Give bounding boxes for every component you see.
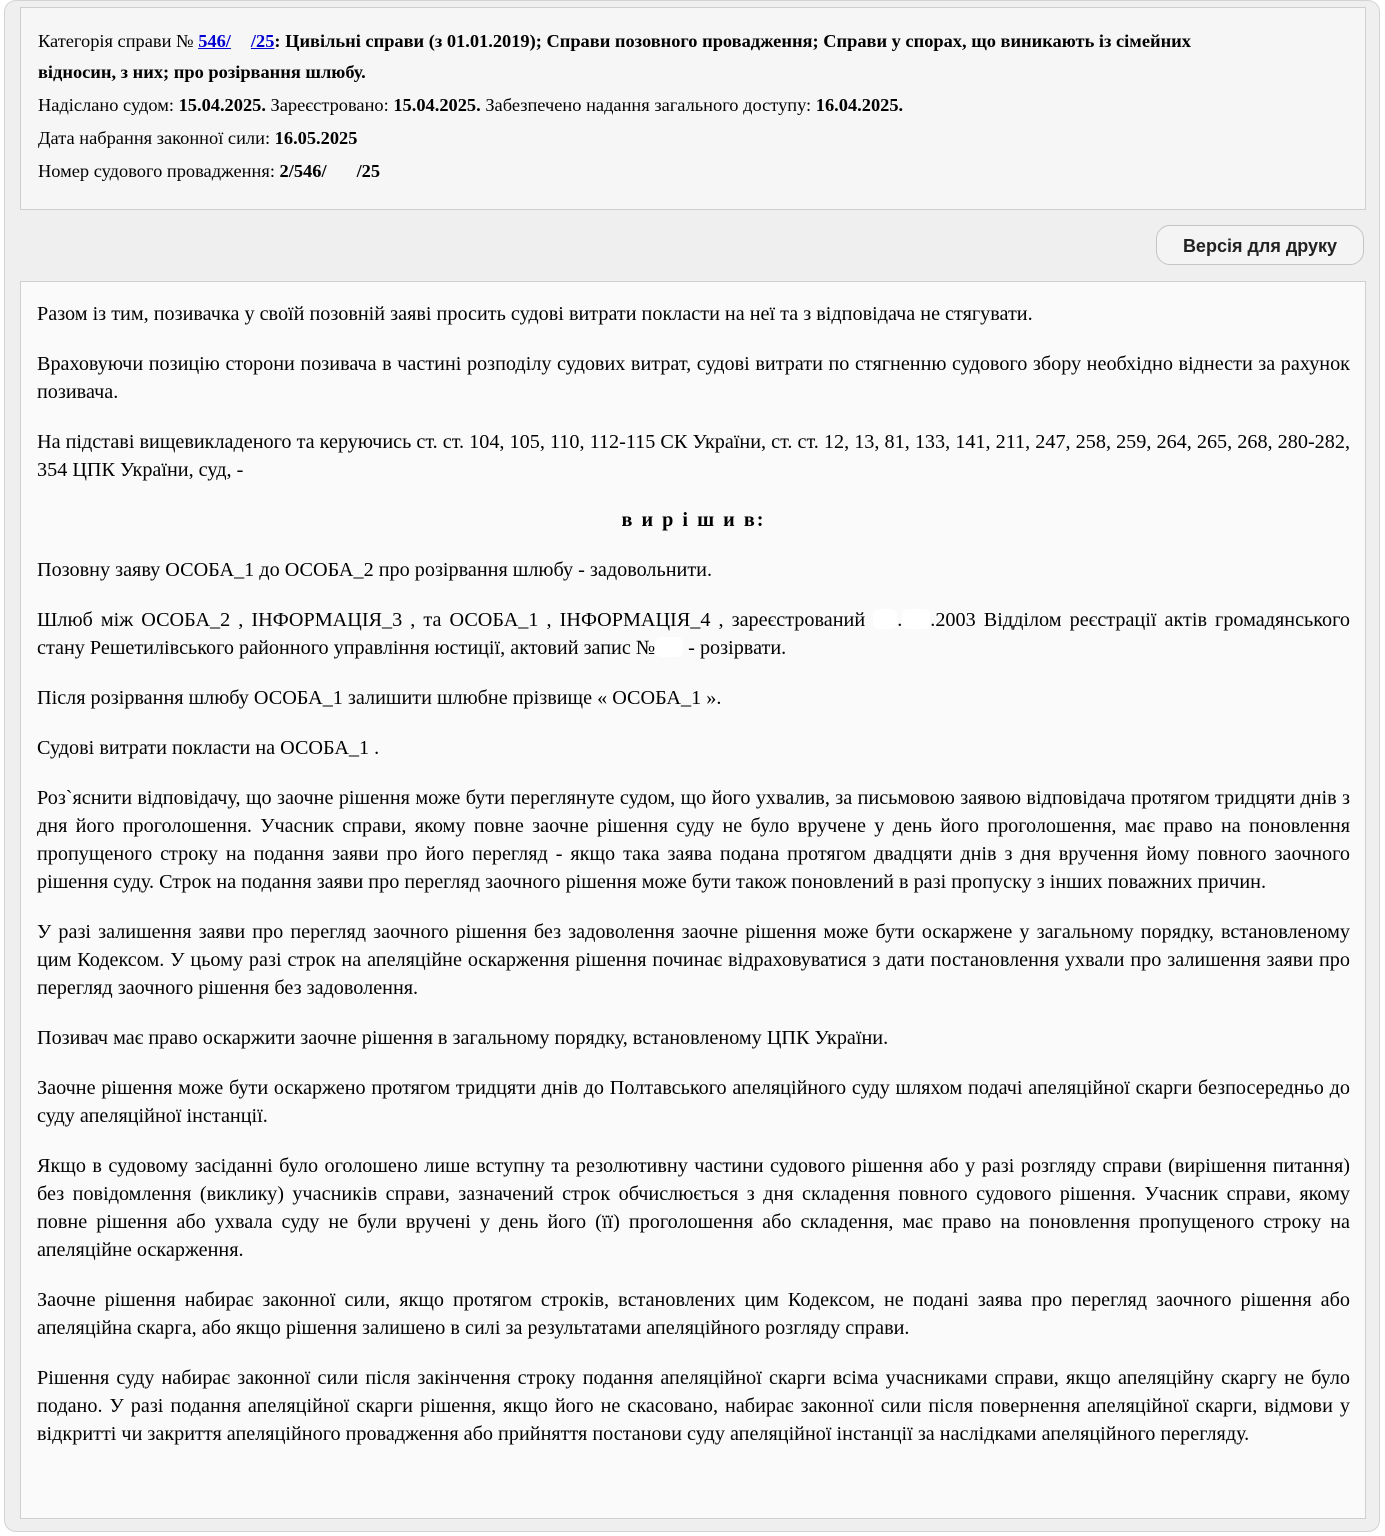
registered-date: 15.04.2025. [393,95,481,115]
paragraph-surname: Після розірвання шлюбу ОСОБА_1 залишити шлюбне прізвище « ОСОБА_1 ». [37,687,722,709]
paragraph-costs-request: Разом із тим, позивачка у своїй позовній заяві просить судові витрати покласти на неї та з відповідача не стягувати. [37,303,1033,325]
sent-label: Надіслано судом: [38,95,174,115]
paragraph-legal-basis: На підставі вищевикладеного та керуючись ст. ст. 104, 105, 110, 112-115 СК України, ст. ст. 12, 13, 81, 133, 141, 211, 247, 258, 259, 264, 265, 268, 280-282, 354 ЦПК України, суд, - [37,431,1350,481]
print-version-button[interactable]: Версія для друку [1156,225,1364,265]
paragraph-review-dismissal: У разі залишення заяви про перегляд заочного рішення без задоволення заочне рішення може бути оскаржене у загальному порядку, встановленому цим Кодексом. У цьому разі строк на апеляційне оскарження рішення починає відраховуватися з дати постановлення ухвали про залишення заяви про перегляд заочного рішення без задоволення. [37,921,1350,999]
sent-date: 15.04.2025. [178,95,266,115]
access-date: 16.04.2025. [815,95,904,115]
paragraph-marriage-dissolved: Шлюб між ОСОБА_2 , ІНФОРМАЦІЯ_3 , та ОСОБА_1 , ІНФОРМАЦІЯ_4 , зареєстрований . .2003 Відділом реєстрації актів громадянського стану Решетилівського районного управління юстиції, актовий запис № - розірвати. [37,609,1350,659]
proceeding-number-line [38,156,1365,187]
dates-line [38,90,1365,121]
effective-date: 16.05.2025 [274,128,358,148]
decision-heading: в и р і ш и в: [621,509,766,531]
paragraph-costs-allocation: Враховуючи позицію сторони позивача в частині розподілу судових витрат, судові витрати по стягненню судового збору необхідно віднести за рахунок позивача. [37,353,1350,403]
case-category-line [38,26,1365,57]
paragraph-judgment-effect: Рішення суду набирає законної сили після закінчення строку подання апеляційної скарги всіма учасниками справи, якщо апеляційну скаргу не було подано. У разі подання апеляційної скарги рішення, якщо його не скасовано, набирає законної сили після повернення апеляційної скарги, відмови у відкритті чи закриття апеляційного провадження або прийняття постанови суду апеляційної інстанції за наслідками апеляційного перегляду. [37,1367,1350,1445]
case-number-link[interactable]: 546/ /25 [198,31,275,51]
decision-text-panel [20,281,1366,1519]
paragraph-default-judgment-effect: Заочне рішення набирає законної сили, якщо протягом строків, встановлених цим Кодексом, не подані заява про перегляд заочного рішення або апеляційна скарга, або якщо рішення залишено в силі за результатами апеляційного розгляду справи. [37,1289,1350,1339]
paragraph-appeal-court: Заочне рішення може бути оскаржено протягом тридцяти днів до Полтавського апеляційного суду шляхом подачі апеляційної скарги безпосередньо до суду апеляційної інстанції. [37,1077,1350,1127]
paragraph-plaintiff-appeal: Позивач має право оскаржити заочне рішення в загальному порядку, встановленому ЦПК України. [37,1027,889,1049]
case-metadata-panel [20,7,1366,210]
category-text-cont: відносин, з них; про розірвання шлюбу. [38,62,366,82]
category-text: : Цивільні справи (з 01.01.2019); Справи позовного провадження; Справи у спорах, що виникають із сімейних [274,31,1191,51]
document-page [4,0,1380,1532]
access-label: Забезпечено надання загального доступу: [485,95,812,115]
proceeding-number: 2/546/ /25 [279,161,381,181]
paragraph-court-costs: Судові витрати покласти на ОСОБА_1 . [37,737,380,759]
paragraph-claim-granted: Позовну заяву ОСОБА_1 до ОСОБА_2 про розірвання шлюбу - задовольнити. [37,559,712,581]
paragraph-review-explanation: Роз`яснити відповідачу, що заочне рішення може бути переглянуте судом, що його ухвалив, за письмовою заявою відповідача протягом тридцяти днів з дня його проголошення. Учасник справи, якому повне заочне рішення суду не було вручене у день його проголошення, має право на поновлення пропущеного строку на подання заяви про його перегляд - якщо така заява подана протягом двадцяти днів з дня вручення йому повного заочного рішення суду. Строк на подання заяви про перегляд заочного рішення може бути також поновлений в разі пропуску з інших поважних причин. [37,787,1350,893]
registered-label: Зареєстровано: [270,95,389,115]
proceeding-label: Номер судового провадження: [38,161,275,181]
paragraph-appeal-term: Якщо в судовому засіданні було оголошено лише вступну та резолютивну частини судового рішення або у разі розгляду справи (вирішення питання) без повідомлення (виклику) учасників справи, зазначений строк обчислюється з дня складення повного судового рішення. Учасник справи, якому повне рішення або ухвала суду не були вручені у день його (її) проголошення або складення, має право на поновлення пропущеного строку на апеляційне оскарження. [37,1155,1350,1261]
effective-label: Дата набрання законної сили: [38,128,271,148]
case-category-line-cont [38,57,1365,88]
category-label: Категорія справи № [38,31,194,51]
effective-date-line [38,123,1365,154]
